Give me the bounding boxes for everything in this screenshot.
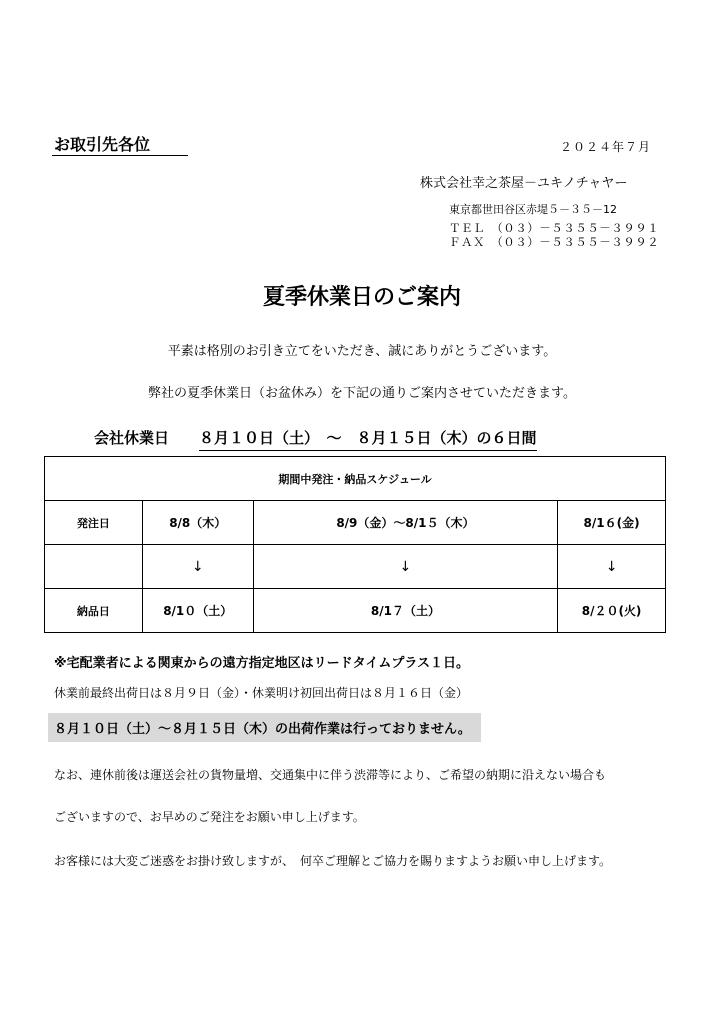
schedule-title: 期間中発注・納品スケジュール [45, 457, 666, 501]
arrow-row-label [45, 545, 143, 589]
delivery-date-2: 8/1７（土） [253, 589, 557, 633]
holiday-label: 会社休業日 [94, 429, 170, 447]
greeting-line-1: 平素は格別のお引き立てをいただき、誠にありがとうございます。 [167, 344, 557, 359]
order-date-3: 8/1６(金) [558, 501, 666, 545]
order-date-2: 8/9（金）～8/1５（木） [253, 501, 557, 545]
last-shipping-note: 休業前最終出荷日は８月９日（金）・休業明け初回出荷日は８月１６日（金） [54, 686, 469, 700]
notice-paragraph-2: ございますので、お早めのご発注をお願い申し上げます。 [54, 810, 365, 824]
company-address: 東京都世田谷区赤堤５－３５－12 [449, 203, 617, 216]
down-arrow-icon: ↓ [253, 545, 557, 589]
order-label: 発注日 [45, 501, 143, 545]
closing-paragraph: お客様には大変ご迷惑をお掛け致しますが、 何卒ご理解とご協力を賜りますようお願い申し上げます。 [54, 854, 612, 868]
notice-paragraph-1: なお、連休前後は運送会社の貨物量増、交通集中に伴う渋滞等により、ご希望の納期に沿えない場合も [54, 768, 607, 782]
delivery-row [45, 589, 666, 633]
arrow-row [45, 545, 666, 589]
delivery-date-3: 8/２０(火) [558, 589, 666, 633]
recipient-heading: お取引先各位 [54, 135, 151, 154]
order-date-1: 8/8（木） [142, 501, 253, 545]
no-shipping-highlight: ８月１０日（土）～８月１５日（木）の出荷作業は行っておりません。 [48, 713, 481, 742]
greeting-line-2: 弊社の夏季休業日（お盆休み）を下記の通りご案内させていただきます。 [148, 386, 576, 401]
delivery-label: 納品日 [45, 589, 143, 633]
fax-label: ＦＡＸ [449, 235, 485, 249]
schedule-table [44, 456, 666, 633]
company-name: 株式会社幸之茶屋－ユキノチャヤー [420, 176, 628, 191]
leadtime-note: ※宅配業者による関東からの遠方指定地区はリードタイムプラス１日。 [54, 656, 469, 671]
document-title: 夏季休業日のご案内 [262, 285, 461, 310]
fax-line [449, 234, 659, 250]
tel-label: ＴＥＬ [449, 221, 485, 235]
tel-number: （０３）－５３５５－３９９１ [497, 221, 660, 235]
down-arrow-icon: ↓ [558, 545, 666, 589]
issue-date: ２０２４年７月 [560, 140, 652, 154]
recipient-underline [52, 155, 188, 156]
down-arrow-icon: ↓ [142, 545, 253, 589]
delivery-date-1: 8/1０（土） [142, 589, 253, 633]
fax-number: （０３）－５３５５－３９９２ [497, 235, 660, 249]
order-row [45, 501, 666, 545]
holiday-period: ８月１０日（土） ～ ８月１５日（木）の６日間 [199, 427, 537, 451]
